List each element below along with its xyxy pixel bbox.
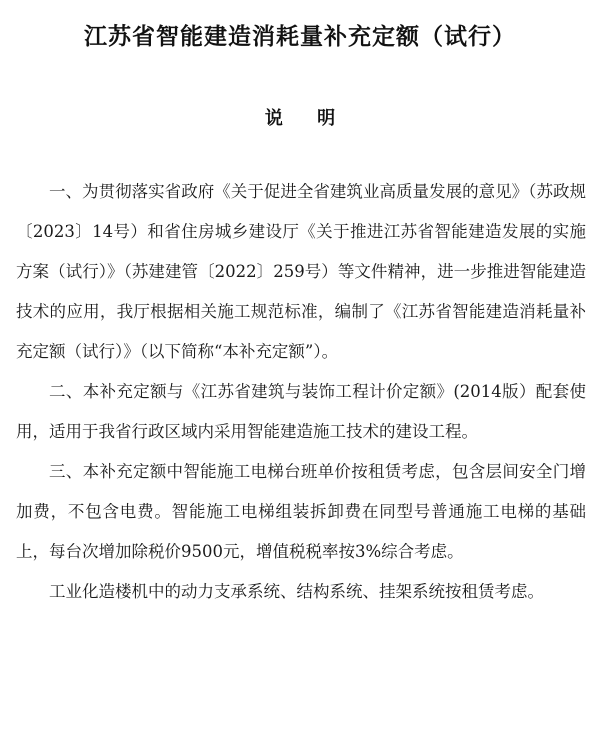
- section-heading: 说 明: [264, 108, 350, 129]
- paragraph-1: 一、为贯彻落实省政府《关于促进全省建筑业高质量发展的意见》（苏政规〔2023〕14号）和省住房城乡建设厅《关于推进江苏省智能建造发展的实施方案（试行）》（苏建建管〔2022〕259号）等文件精神，进一步推进智能建造技术的应用，我厅根据相关施工规范标准，编制了《江苏省智能建造消耗量补充定额（试行）》（以下简称“本补充定额”）。: [16, 182, 586, 361]
- paragraph-4: 工业化造楼机中的动力支承系统、结构系统、挂架系统按租赁考虑。: [49, 582, 544, 601]
- paragraph-3: 三、本补充定额中智能施工电梯台班单价按租赁考虑，包含层间安全门增加费，不包含电费。智能施工电梯组装拆卸费在同型号普通施工电梯的基础上，每台次增加除税价9500元，增值税税率按3%综合考虑。: [16, 462, 586, 561]
- document-body: [16, 172, 586, 612]
- document-title: 江苏省智能建造消耗量补充定额（试行）: [84, 24, 516, 50]
- paragraph-2: 二、本补充定额与《江苏省建筑与装饰工程计价定额》(2014版）配套使用，适用于我省行政区域内采用智能建造施工技术的建设工程。: [16, 382, 586, 441]
